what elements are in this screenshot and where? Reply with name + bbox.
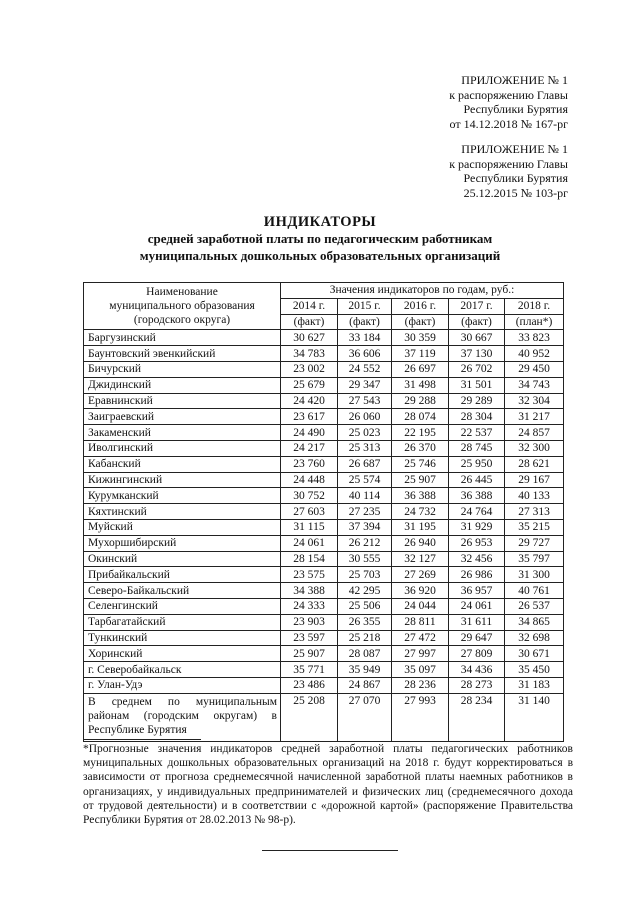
municipality-name: Бичурский — [84, 361, 281, 377]
appendix-date: 25.12.2015 № 103-рг — [463, 185, 568, 200]
table-row — [84, 551, 564, 567]
indicator-value: 23 002 — [281, 361, 338, 377]
municipality-name: Курумканский — [84, 488, 281, 504]
indicator-value: 24 061 — [449, 598, 505, 614]
municipality-name: Иволгинский — [84, 440, 281, 456]
average-label: В среднем по муниципальным районам (городским округам) в Республике Бурятия — [84, 693, 281, 741]
indicator-value: 31 498 — [392, 377, 449, 393]
indicator-value: 30 627 — [281, 330, 338, 346]
indicator-value: 24 333 — [281, 598, 338, 614]
municipality-name: Кижингинский — [84, 472, 281, 488]
indicator-value: 24 420 — [281, 393, 338, 409]
municipality-name: Кабанский — [84, 456, 281, 472]
indicator-value: 27 603 — [281, 504, 338, 520]
indicator-value: 24 044 — [392, 598, 449, 614]
indicator-value: 28 811 — [392, 614, 449, 630]
municipality-name: Тарбагатайский — [84, 614, 281, 630]
indicator-value: 29 289 — [449, 393, 505, 409]
average-value: 27 993 — [392, 693, 449, 741]
municipality-name: Заиграевский — [84, 409, 281, 425]
indicator-value: 25 574 — [338, 472, 392, 488]
indicator-value: 40 114 — [338, 488, 392, 504]
indicator-value: 24 490 — [281, 425, 338, 441]
indicator-value: 37 119 — [392, 346, 449, 362]
indicator-value: 26 445 — [449, 472, 505, 488]
indicator-value: 23 760 — [281, 456, 338, 472]
indicator-value: 29 647 — [449, 630, 505, 646]
indicator-value: 34 743 — [505, 377, 564, 393]
title-main: ИНДИКАТОРЫ — [263, 214, 377, 230]
indicator-value: 29 167 — [505, 472, 564, 488]
indicator-value: 26 986 — [449, 567, 505, 583]
indicator-value: 30 671 — [505, 646, 564, 662]
indicator-value: 31 300 — [505, 567, 564, 583]
indicator-value: 29 727 — [505, 535, 564, 551]
title-subtitle-2: муниципальных дошкольных образовательных организаций — [139, 247, 501, 263]
indicator-value: 22 195 — [392, 425, 449, 441]
indicator-value: 35 215 — [505, 519, 564, 535]
indicator-value: 24 732 — [392, 504, 449, 520]
indicator-value: 25 313 — [338, 440, 392, 456]
indicator-value: 31 501 — [449, 377, 505, 393]
table-row — [84, 346, 564, 362]
indicator-value: 23 575 — [281, 567, 338, 583]
municipality-name: Прибайкальский — [84, 567, 281, 583]
indicator-value: 26 212 — [338, 535, 392, 551]
municipality-header: Наименование муниципального образования (городского округа) — [84, 283, 281, 330]
average-value: 27 070 — [338, 693, 392, 741]
municipality-name: Муйский — [84, 519, 281, 535]
table-row — [84, 662, 564, 678]
footnote-divider — [83, 739, 201, 740]
appendix-reference: к распоряжению Главы — [449, 156, 568, 171]
indicator-value: 36 920 — [392, 583, 449, 599]
indicator-value: 23 486 — [281, 677, 338, 693]
table-row — [84, 598, 564, 614]
appendix-republic: Республики Бурятия — [463, 171, 568, 185]
appendix-header-2018 — [449, 73, 568, 131]
indicator-value: 35 797 — [505, 551, 564, 567]
table-row — [84, 440, 564, 456]
table-row — [84, 330, 564, 346]
indicator-value: 40 952 — [505, 346, 564, 362]
indicator-value: 34 436 — [449, 662, 505, 678]
table-row — [84, 614, 564, 630]
indicator-value: 26 702 — [449, 361, 505, 377]
indicator-value: 25 679 — [281, 377, 338, 393]
indicator-value: 32 127 — [392, 551, 449, 567]
year-header: 2017 г. — [449, 298, 505, 314]
indicator-value: 26 370 — [392, 440, 449, 456]
indicator-value: 31 115 — [281, 519, 338, 535]
appendix-title: ПРИЛОЖЕНИЕ № 1 — [461, 73, 568, 87]
footnote: *Прогнозные значения индикаторов средней заработной платы педагогических работников муниципальных дошкольных образовательных организаций на 2018 г. будут корректироваться в зависимости от прогноза среднемесячной начисленной заработной платы наемных работников в организациях, у индивидуальных предпринимателей и физических лиц (среднемесячного дохода от трудовой деятельности) и в соответствии с «дорожной картой» (распоряжение Правительства Республики Бурятия от 28.02.2013 № 98-р). — [83, 743, 573, 827]
indicator-value: 30 667 — [449, 330, 505, 346]
appendix-reference: к распоряжению Главы — [449, 87, 568, 102]
indicator-value: 31 183 — [505, 677, 564, 693]
municipality-name: Тункинский — [84, 630, 281, 646]
indicators-table — [83, 282, 564, 742]
table-row — [84, 456, 564, 472]
indicator-value: 34 783 — [281, 346, 338, 362]
indicator-value: 26 355 — [338, 614, 392, 630]
indicator-value: 28 236 — [392, 677, 449, 693]
indicator-value: 29 450 — [505, 361, 564, 377]
indicator-value: 23 617 — [281, 409, 338, 425]
indicator-value: 23 903 — [281, 614, 338, 630]
table-row — [84, 488, 564, 504]
indicator-value: 26 687 — [338, 456, 392, 472]
municipality-name: Закаменский — [84, 425, 281, 441]
indicator-value: 24 448 — [281, 472, 338, 488]
year-note: (факт) — [392, 314, 449, 330]
indicator-value: 28 087 — [338, 646, 392, 662]
table-row — [84, 646, 564, 662]
indicator-value: 26 060 — [338, 409, 392, 425]
indicator-value: 32 456 — [449, 551, 505, 567]
indicator-value: 42 295 — [338, 583, 392, 599]
average-value: 31 140 — [505, 693, 564, 741]
appendix-republic: Республики Бурятия — [463, 102, 568, 116]
indicator-value: 27 269 — [392, 567, 449, 583]
indicator-value: 40 761 — [505, 583, 564, 599]
average-row — [84, 693, 564, 741]
indicator-value: 31 217 — [505, 409, 564, 425]
table-row — [84, 677, 564, 693]
municipality-name: Окинский — [84, 551, 281, 567]
table-row — [84, 504, 564, 520]
indicator-value: 29 347 — [338, 377, 392, 393]
indicator-value: 36 388 — [392, 488, 449, 504]
indicator-value: 28 304 — [449, 409, 505, 425]
municipality-name: Джидинский — [84, 377, 281, 393]
year-header: 2018 г. — [505, 298, 564, 314]
year-header: 2016 г. — [392, 298, 449, 314]
end-divider — [262, 850, 398, 851]
indicator-value: 37 130 — [449, 346, 505, 362]
indicator-value: 22 537 — [449, 425, 505, 441]
table-row — [84, 472, 564, 488]
indicator-value: 30 555 — [338, 551, 392, 567]
municipality-name: г. Улан-Удэ — [84, 677, 281, 693]
indicator-value: 27 235 — [338, 504, 392, 520]
municipality-name: Баунтовский эвенкийский — [84, 346, 281, 362]
table-row — [84, 393, 564, 409]
indicator-value: 28 273 — [449, 677, 505, 693]
year-note: (факт) — [281, 314, 338, 330]
municipality-name: Селенгинский — [84, 598, 281, 614]
average-value: 28 234 — [449, 693, 505, 741]
municipality-name: Северо-Байкальский — [84, 583, 281, 599]
appendix-header-2015 — [449, 142, 568, 200]
indicator-value: 24 867 — [338, 677, 392, 693]
table-header-row — [84, 283, 564, 299]
municipality-name: Кяхтинский — [84, 504, 281, 520]
year-note: (факт) — [449, 314, 505, 330]
municipality-name: Хоринский — [84, 646, 281, 662]
year-header: 2014 г. — [281, 298, 338, 314]
indicator-value: 26 697 — [392, 361, 449, 377]
indicator-value: 24 552 — [338, 361, 392, 377]
municipality-name: Баргузинский — [84, 330, 281, 346]
indicator-value: 28 154 — [281, 551, 338, 567]
municipality-name: Мухоршибирский — [84, 535, 281, 551]
indicator-value: 25 907 — [281, 646, 338, 662]
indicator-value: 24 217 — [281, 440, 338, 456]
indicator-value: 24 764 — [449, 504, 505, 520]
indicator-value: 24 857 — [505, 425, 564, 441]
indicator-value: 33 823 — [505, 330, 564, 346]
appendix-title: ПРИЛОЖЕНИЕ № 1 — [461, 142, 568, 156]
indicator-value: 27 472 — [392, 630, 449, 646]
indicator-value: 26 537 — [505, 598, 564, 614]
indicator-value: 23 597 — [281, 630, 338, 646]
indicator-value: 25 746 — [392, 456, 449, 472]
table-row — [84, 425, 564, 441]
table-row — [84, 583, 564, 599]
indicator-value: 27 809 — [449, 646, 505, 662]
indicator-value: 32 304 — [505, 393, 564, 409]
indicator-value: 24 061 — [281, 535, 338, 551]
indicator-value: 34 865 — [505, 614, 564, 630]
indicator-value: 30 359 — [392, 330, 449, 346]
indicator-value: 31 195 — [392, 519, 449, 535]
indicator-value: 32 698 — [505, 630, 564, 646]
table-row — [84, 535, 564, 551]
indicator-value: 31 929 — [449, 519, 505, 535]
indicator-value: 33 184 — [338, 330, 392, 346]
indicator-value: 28 621 — [505, 456, 564, 472]
indicator-value: 27 997 — [392, 646, 449, 662]
indicator-value: 37 394 — [338, 519, 392, 535]
values-header: Значения индикаторов по годам, руб.: — [281, 283, 564, 299]
indicator-value: 40 133 — [505, 488, 564, 504]
indicator-value: 35 450 — [505, 662, 564, 678]
indicator-value: 25 023 — [338, 425, 392, 441]
municipality-name: г. Северобайкальск — [84, 662, 281, 678]
indicator-value: 25 950 — [449, 456, 505, 472]
table-row — [84, 377, 564, 393]
year-note: (план*) — [505, 314, 564, 330]
year-header: 2015 г. — [338, 298, 392, 314]
indicator-value: 25 703 — [338, 567, 392, 583]
indicator-value: 28 074 — [392, 409, 449, 425]
indicator-value: 36 606 — [338, 346, 392, 362]
table-row — [84, 519, 564, 535]
indicator-value: 26 940 — [392, 535, 449, 551]
indicator-value: 28 745 — [449, 440, 505, 456]
year-note: (факт) — [338, 314, 392, 330]
indicator-value: 25 218 — [338, 630, 392, 646]
indicator-value: 36 957 — [449, 583, 505, 599]
indicator-value: 25 506 — [338, 598, 392, 614]
table-row — [84, 409, 564, 425]
indicator-value: 31 611 — [449, 614, 505, 630]
table-row — [84, 361, 564, 377]
indicator-value: 32 300 — [505, 440, 564, 456]
document-title — [60, 213, 580, 264]
indicator-value: 35 771 — [281, 662, 338, 678]
title-subtitle-1: средней заработной платы по педагогическим работникам — [147, 231, 493, 246]
table-row — [84, 630, 564, 646]
indicator-value: 35 949 — [338, 662, 392, 678]
municipality-name: Еравнинский — [84, 393, 281, 409]
indicator-value: 29 288 — [392, 393, 449, 409]
table-row — [84, 567, 564, 583]
average-value: 25 208 — [281, 693, 338, 741]
indicator-value: 27 543 — [338, 393, 392, 409]
appendix-date: от 14.12.2018 № 167-рг — [449, 116, 568, 131]
indicator-value: 25 907 — [392, 472, 449, 488]
indicator-value: 30 752 — [281, 488, 338, 504]
indicator-value: 34 388 — [281, 583, 338, 599]
indicator-value: 35 097 — [392, 662, 449, 678]
indicator-value: 36 388 — [449, 488, 505, 504]
indicator-value: 26 953 — [449, 535, 505, 551]
indicator-value: 27 313 — [505, 504, 564, 520]
